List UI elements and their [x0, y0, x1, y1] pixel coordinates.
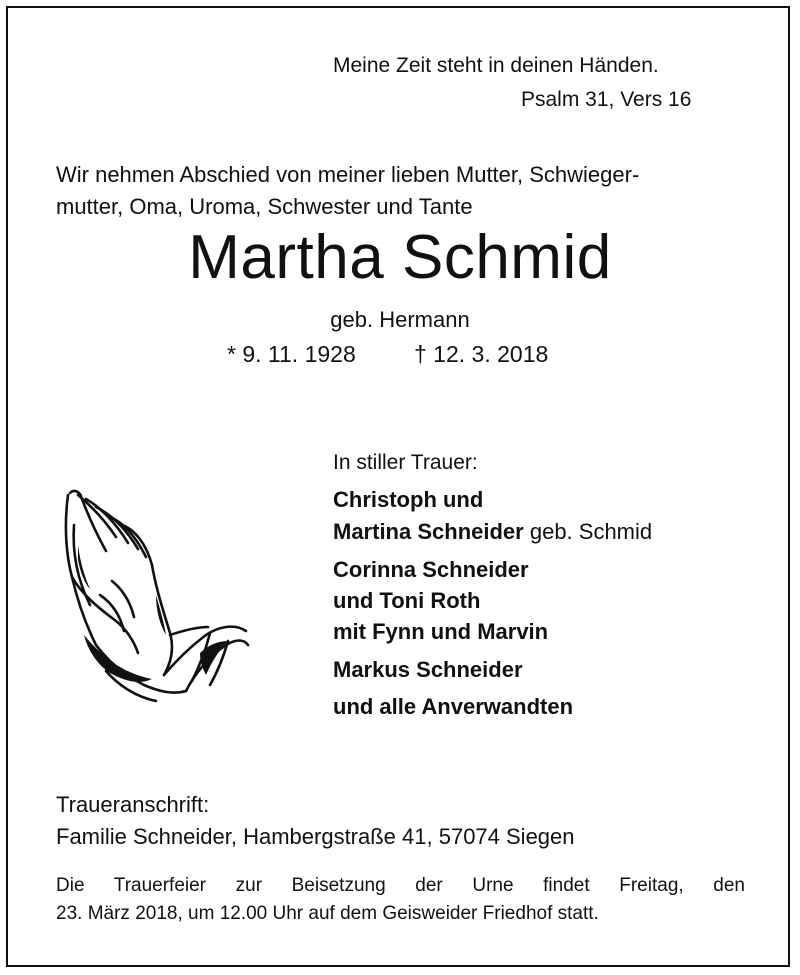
mourner-line: Corinna Schneider [333, 557, 529, 582]
mourners-label: In stiller Trauer: [333, 451, 478, 474]
ceremony-line-2: 23. März 2018, um 12.00 Uhr auf dem Geisweider Friedhof statt. [56, 903, 599, 924]
deceased-name: Martha Schmid [188, 223, 612, 292]
intro-line-2: mutter, Oma, Uroma, Schwester und Tante [56, 194, 473, 219]
mourner-line: und Toni Roth [333, 588, 481, 613]
mourner-maiden-note: geb. Schmid [529, 519, 653, 544]
motto-source: Psalm 31, Vers 16 [521, 88, 692, 111]
ceremony-notice [56, 872, 745, 928]
intro-line-1: Wir nehmen Abschied von meiner lieben Mutter, Schwieger- [56, 162, 640, 187]
mourner-line: und alle Anverwandten [333, 694, 574, 719]
motto-quote: Meine Zeit steht in deinen Händen. [333, 54, 659, 77]
birth-date: * 9. 11. 1928 [227, 341, 356, 367]
ceremony-line-1: Die Trauerfeier zur Beisetzung der Urne findet Freitag, den [56, 875, 745, 896]
address-value: Familie Schneider, Hambergstraße 41, 57074 Siegen [56, 824, 575, 849]
mourner-line: mit Fynn und Marvin [333, 619, 549, 644]
mourner-line: Markus Schneider [333, 657, 523, 682]
death-date: † 12. 3. 2018 [414, 341, 549, 367]
mourner-name: Martina Schneider [333, 519, 524, 544]
maiden-name: geb. Hermann [330, 307, 470, 332]
praying-hands-icon [60, 485, 252, 707]
mourner-line [333, 519, 652, 545]
mourner-line: Christoph und [333, 487, 484, 512]
address-label: Traueranschrift: [56, 792, 210, 817]
